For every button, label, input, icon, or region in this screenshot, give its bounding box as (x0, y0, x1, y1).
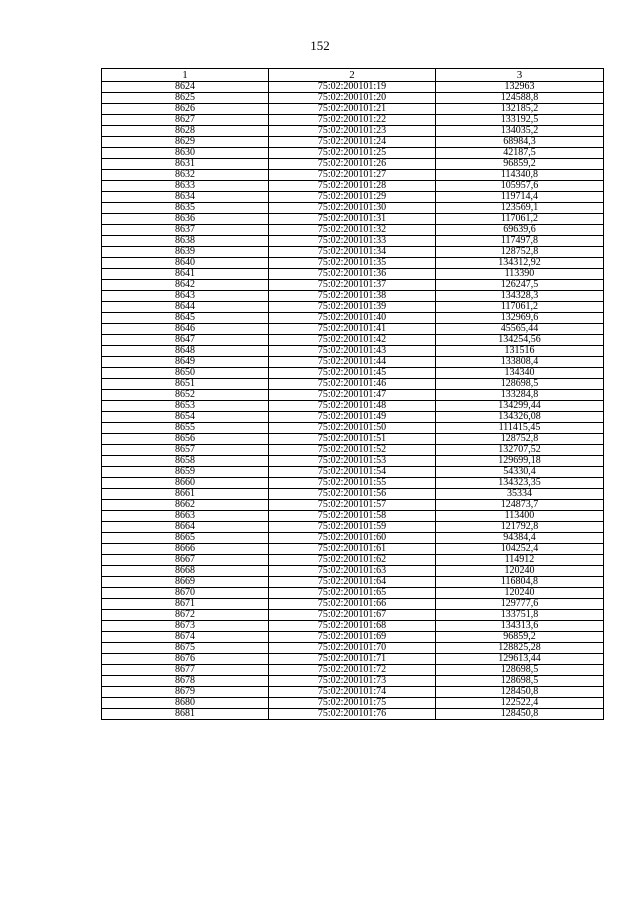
cadastral-number-cell: 75:02:200101:71 (269, 654, 436, 665)
table-row (102, 115, 604, 126)
row-number-cell: 8635 (102, 203, 269, 214)
row-number-cell: 8645 (102, 313, 269, 324)
table-row (102, 489, 604, 500)
row-number-cell: 8671 (102, 599, 269, 610)
row-number-cell: 8649 (102, 357, 269, 368)
table-row (102, 280, 604, 291)
row-number-cell: 8637 (102, 225, 269, 236)
row-number-cell: 8678 (102, 676, 269, 687)
value-cell: 134328,3 (436, 291, 604, 302)
table-row (102, 104, 604, 115)
value-cell: 131516 (436, 346, 604, 357)
row-number-cell: 8628 (102, 126, 269, 137)
cadastral-number-cell: 75:02:200101:51 (269, 434, 436, 445)
value-cell: 124873,7 (436, 500, 604, 511)
table-row (102, 137, 604, 148)
row-number-cell: 8670 (102, 588, 269, 599)
table-row (102, 159, 604, 170)
row-number-cell: 8681 (102, 709, 269, 720)
value-cell: 134312,92 (436, 258, 604, 269)
value-cell: 128698,5 (436, 676, 604, 687)
table-body (102, 82, 604, 720)
value-cell: 42187,5 (436, 148, 604, 159)
table-row (102, 434, 604, 445)
cadastral-number-cell: 75:02:200101:32 (269, 225, 436, 236)
cadastral-number-cell: 75:02:200101:55 (269, 478, 436, 489)
row-number-cell: 8633 (102, 181, 269, 192)
table-row (102, 390, 604, 401)
value-cell: 134313,6 (436, 621, 604, 632)
cadastral-number-cell: 75:02:200101:23 (269, 126, 436, 137)
cadastral-number-cell: 75:02:200101:67 (269, 610, 436, 621)
table-row (102, 423, 604, 434)
table-row (102, 291, 604, 302)
value-cell: 134326,08 (436, 412, 604, 423)
table-row (102, 654, 604, 665)
cadastral-number-cell: 75:02:200101:42 (269, 335, 436, 346)
table-row (102, 126, 604, 137)
value-cell: 35334 (436, 489, 604, 500)
row-number-cell: 8656 (102, 434, 269, 445)
value-cell: 94384,4 (436, 533, 604, 544)
value-cell: 122522,4 (436, 698, 604, 709)
table-row (102, 302, 604, 313)
row-number-cell: 8664 (102, 522, 269, 533)
row-number-cell: 8663 (102, 511, 269, 522)
cadastral-number-cell: 75:02:200101:59 (269, 522, 436, 533)
cadastral-number-cell: 75:02:200101:29 (269, 192, 436, 203)
value-cell: 69639,6 (436, 225, 604, 236)
value-cell: 132185,2 (436, 104, 604, 115)
row-number-cell: 8665 (102, 533, 269, 544)
row-number-cell: 8651 (102, 379, 269, 390)
column-header-3: 3 (436, 69, 604, 82)
table-row (102, 511, 604, 522)
value-cell: 126247,5 (436, 280, 604, 291)
table-row (102, 225, 604, 236)
value-cell: 128752,8 (436, 434, 604, 445)
table-row (102, 577, 604, 588)
table-row (102, 555, 604, 566)
cadastral-number-cell: 75:02:200101:33 (269, 236, 436, 247)
value-cell: 121792,8 (436, 522, 604, 533)
table-row (102, 621, 604, 632)
table-row (102, 500, 604, 511)
table-row (102, 698, 604, 709)
cadastral-number-cell: 75:02:200101:61 (269, 544, 436, 555)
row-number-cell: 8679 (102, 687, 269, 698)
row-number-cell: 8626 (102, 104, 269, 115)
table-row (102, 170, 604, 181)
table-row (102, 588, 604, 599)
cadastral-number-cell: 75:02:200101:36 (269, 269, 436, 280)
cadastral-number-cell: 75:02:200101:26 (269, 159, 436, 170)
value-cell: 129699,18 (436, 456, 604, 467)
cadastral-number-cell: 75:02:200101:58 (269, 511, 436, 522)
cadastral-number-cell: 75:02:200101:52 (269, 445, 436, 456)
value-cell: 134254,56 (436, 335, 604, 346)
row-number-cell: 8676 (102, 654, 269, 665)
table-row (102, 258, 604, 269)
table-row (102, 544, 604, 555)
value-cell: 105957,6 (436, 181, 604, 192)
cadastral-number-cell: 75:02:200101:74 (269, 687, 436, 698)
table-row (102, 643, 604, 654)
cadastral-number-cell: 75:02:200101:39 (269, 302, 436, 313)
row-number-cell: 8636 (102, 214, 269, 225)
value-cell: 117061,2 (436, 214, 604, 225)
value-cell: 128450,8 (436, 687, 604, 698)
cadastral-number-cell: 75:02:200101:20 (269, 93, 436, 104)
cadastral-number-cell: 75:02:200101:60 (269, 533, 436, 544)
value-cell: 116804,8 (436, 577, 604, 588)
cadastral-number-cell: 75:02:200101:68 (269, 621, 436, 632)
cadastral-number-cell: 75:02:200101:64 (269, 577, 436, 588)
cadastral-number-cell: 75:02:200101:50 (269, 423, 436, 434)
table-row (102, 599, 604, 610)
value-cell: 114340,8 (436, 170, 604, 181)
row-number-cell: 8640 (102, 258, 269, 269)
cadastral-number-cell: 75:02:200101:69 (269, 632, 436, 643)
row-number-cell: 8674 (102, 632, 269, 643)
cadastral-number-cell: 75:02:200101:38 (269, 291, 436, 302)
value-cell: 119714,4 (436, 192, 604, 203)
row-number-cell: 8643 (102, 291, 269, 302)
table-row (102, 467, 604, 478)
row-number-cell: 8627 (102, 115, 269, 126)
row-number-cell: 8652 (102, 390, 269, 401)
table-row (102, 478, 604, 489)
cadastral-number-cell: 75:02:200101:25 (269, 148, 436, 159)
table-row (102, 610, 604, 621)
value-cell: 117061,2 (436, 302, 604, 313)
row-number-cell: 8673 (102, 621, 269, 632)
cadastral-number-cell: 75:02:200101:47 (269, 390, 436, 401)
value-cell: 129777,6 (436, 599, 604, 610)
cadastral-number-cell: 75:02:200101:44 (269, 357, 436, 368)
table-row (102, 456, 604, 467)
cadastral-number-cell: 75:02:200101:24 (269, 137, 436, 148)
cadastral-number-cell: 75:02:200101:76 (269, 709, 436, 720)
cadastral-number-cell: 75:02:200101:57 (269, 500, 436, 511)
table-row (102, 335, 604, 346)
value-cell: 96859,2 (436, 632, 604, 643)
column-header-2: 2 (269, 69, 436, 82)
cadastral-number-cell: 75:02:200101:75 (269, 698, 436, 709)
row-number-cell: 8660 (102, 478, 269, 489)
row-number-cell: 8630 (102, 148, 269, 159)
value-cell: 134299,44 (436, 401, 604, 412)
row-number-cell: 8647 (102, 335, 269, 346)
cadastral-number-cell: 75:02:200101:72 (269, 665, 436, 676)
value-cell: 133808,4 (436, 357, 604, 368)
table-row (102, 346, 604, 357)
row-number-cell: 8655 (102, 423, 269, 434)
row-number-cell: 8624 (102, 82, 269, 93)
cadastral-number-cell: 75:02:200101:65 (269, 588, 436, 599)
row-number-cell: 8666 (102, 544, 269, 555)
table-row (102, 522, 604, 533)
table-row (102, 401, 604, 412)
cadastral-number-cell: 75:02:200101:41 (269, 324, 436, 335)
value-cell: 54330,4 (436, 467, 604, 478)
cadastral-number-cell: 75:02:200101:45 (269, 368, 436, 379)
value-cell: 120240 (436, 566, 604, 577)
value-cell: 133284,8 (436, 390, 604, 401)
cadastral-number-cell: 75:02:200101:28 (269, 181, 436, 192)
row-number-cell: 8641 (102, 269, 269, 280)
cadastral-number-cell: 75:02:200101:66 (269, 599, 436, 610)
row-number-cell: 8653 (102, 401, 269, 412)
cadastral-number-cell: 75:02:200101:62 (269, 555, 436, 566)
value-cell: 134035,2 (436, 126, 604, 137)
value-cell: 134323,35 (436, 478, 604, 489)
row-number-cell: 8680 (102, 698, 269, 709)
value-cell: 113390 (436, 269, 604, 280)
table-row (102, 181, 604, 192)
cadastral-number-cell: 75:02:200101:37 (269, 280, 436, 291)
cadastral-number-cell: 75:02:200101:40 (269, 313, 436, 324)
value-cell: 132969,6 (436, 313, 604, 324)
value-cell: 104252,4 (436, 544, 604, 555)
cadastral-number-cell: 75:02:200101:56 (269, 489, 436, 500)
value-cell: 111415,45 (436, 423, 604, 434)
table-row (102, 379, 604, 390)
row-number-cell: 8629 (102, 137, 269, 148)
value-cell: 117497,8 (436, 236, 604, 247)
table-row (102, 148, 604, 159)
page-number: 152 (310, 38, 330, 53)
cadastral-number-cell: 75:02:200101:54 (269, 467, 436, 478)
row-number-cell: 8650 (102, 368, 269, 379)
cadastral-number-cell: 75:02:200101:34 (269, 247, 436, 258)
table-row (102, 709, 604, 720)
row-number-cell: 8659 (102, 467, 269, 478)
value-cell: 114912 (436, 555, 604, 566)
row-number-cell: 8631 (102, 159, 269, 170)
table-row (102, 687, 604, 698)
value-cell: 128752,8 (436, 247, 604, 258)
row-number-cell: 8638 (102, 236, 269, 247)
table-row (102, 247, 604, 258)
value-cell: 45565,44 (436, 324, 604, 335)
row-number-cell: 8667 (102, 555, 269, 566)
value-cell: 96859,2 (436, 159, 604, 170)
table-row (102, 192, 604, 203)
table-row (102, 566, 604, 577)
table-row (102, 236, 604, 247)
value-cell: 132707,52 (436, 445, 604, 456)
row-number-cell: 8646 (102, 324, 269, 335)
value-cell: 120240 (436, 588, 604, 599)
cadastral-number-cell: 75:02:200101:35 (269, 258, 436, 269)
table-row (102, 676, 604, 687)
row-number-cell: 8672 (102, 610, 269, 621)
row-number-cell: 8654 (102, 412, 269, 423)
cadastral-number-cell: 75:02:200101:53 (269, 456, 436, 467)
table-row (102, 203, 604, 214)
column-header-1: 1 (102, 69, 269, 82)
table-row (102, 533, 604, 544)
cadastral-number-cell: 75:02:200101:46 (269, 379, 436, 390)
row-number-cell: 8639 (102, 247, 269, 258)
cadastral-number-cell: 75:02:200101:31 (269, 214, 436, 225)
cadastral-number-cell: 75:02:200101:27 (269, 170, 436, 181)
value-cell: 113400 (436, 511, 604, 522)
row-number-cell: 8634 (102, 192, 269, 203)
cadastral-number-cell: 75:02:200101:21 (269, 104, 436, 115)
row-number-cell: 8657 (102, 445, 269, 456)
table-row (102, 93, 604, 104)
cadastral-number-cell: 75:02:200101:30 (269, 203, 436, 214)
row-number-cell: 8644 (102, 302, 269, 313)
cadastral-number-cell: 75:02:200101:73 (269, 676, 436, 687)
table-row (102, 214, 604, 225)
cadastral-number-cell: 75:02:200101:49 (269, 412, 436, 423)
value-cell: 124588,8 (436, 93, 604, 104)
row-number-cell: 8658 (102, 456, 269, 467)
row-number-cell: 8661 (102, 489, 269, 500)
row-number-cell: 8662 (102, 500, 269, 511)
row-number-cell: 8669 (102, 577, 269, 588)
value-cell: 128825,28 (436, 643, 604, 654)
table-row (102, 368, 604, 379)
table-row (102, 412, 604, 423)
cadastral-number-cell: 75:02:200101:43 (269, 346, 436, 357)
table-row (102, 324, 604, 335)
value-cell: 123569,1 (436, 203, 604, 214)
row-number-cell: 8632 (102, 170, 269, 181)
value-cell: 134340 (436, 368, 604, 379)
table-row (102, 665, 604, 676)
value-cell: 128450,8 (436, 709, 604, 720)
table-row (102, 357, 604, 368)
cadastral-number-cell: 75:02:200101:48 (269, 401, 436, 412)
cadastral-table (101, 68, 604, 720)
row-number-cell: 8642 (102, 280, 269, 291)
table-header-row (102, 69, 604, 82)
cadastral-number-cell: 75:02:200101:19 (269, 82, 436, 93)
value-cell: 133192,5 (436, 115, 604, 126)
row-number-cell: 8668 (102, 566, 269, 577)
value-cell: 68984,3 (436, 137, 604, 148)
table-row (102, 632, 604, 643)
value-cell: 128698,5 (436, 665, 604, 676)
row-number-cell: 8677 (102, 665, 269, 676)
table-row (102, 445, 604, 456)
row-number-cell: 8648 (102, 346, 269, 357)
table-row (102, 82, 604, 93)
row-number-cell: 8675 (102, 643, 269, 654)
row-number-cell: 8625 (102, 93, 269, 104)
value-cell: 129613,44 (436, 654, 604, 665)
cadastral-number-cell: 75:02:200101:70 (269, 643, 436, 654)
cadastral-number-cell: 75:02:200101:63 (269, 566, 436, 577)
value-cell: 128698,5 (436, 379, 604, 390)
table-row (102, 269, 604, 280)
value-cell: 133751,8 (436, 610, 604, 621)
value-cell: 132963 (436, 82, 604, 93)
table-row (102, 313, 604, 324)
cadastral-number-cell: 75:02:200101:22 (269, 115, 436, 126)
